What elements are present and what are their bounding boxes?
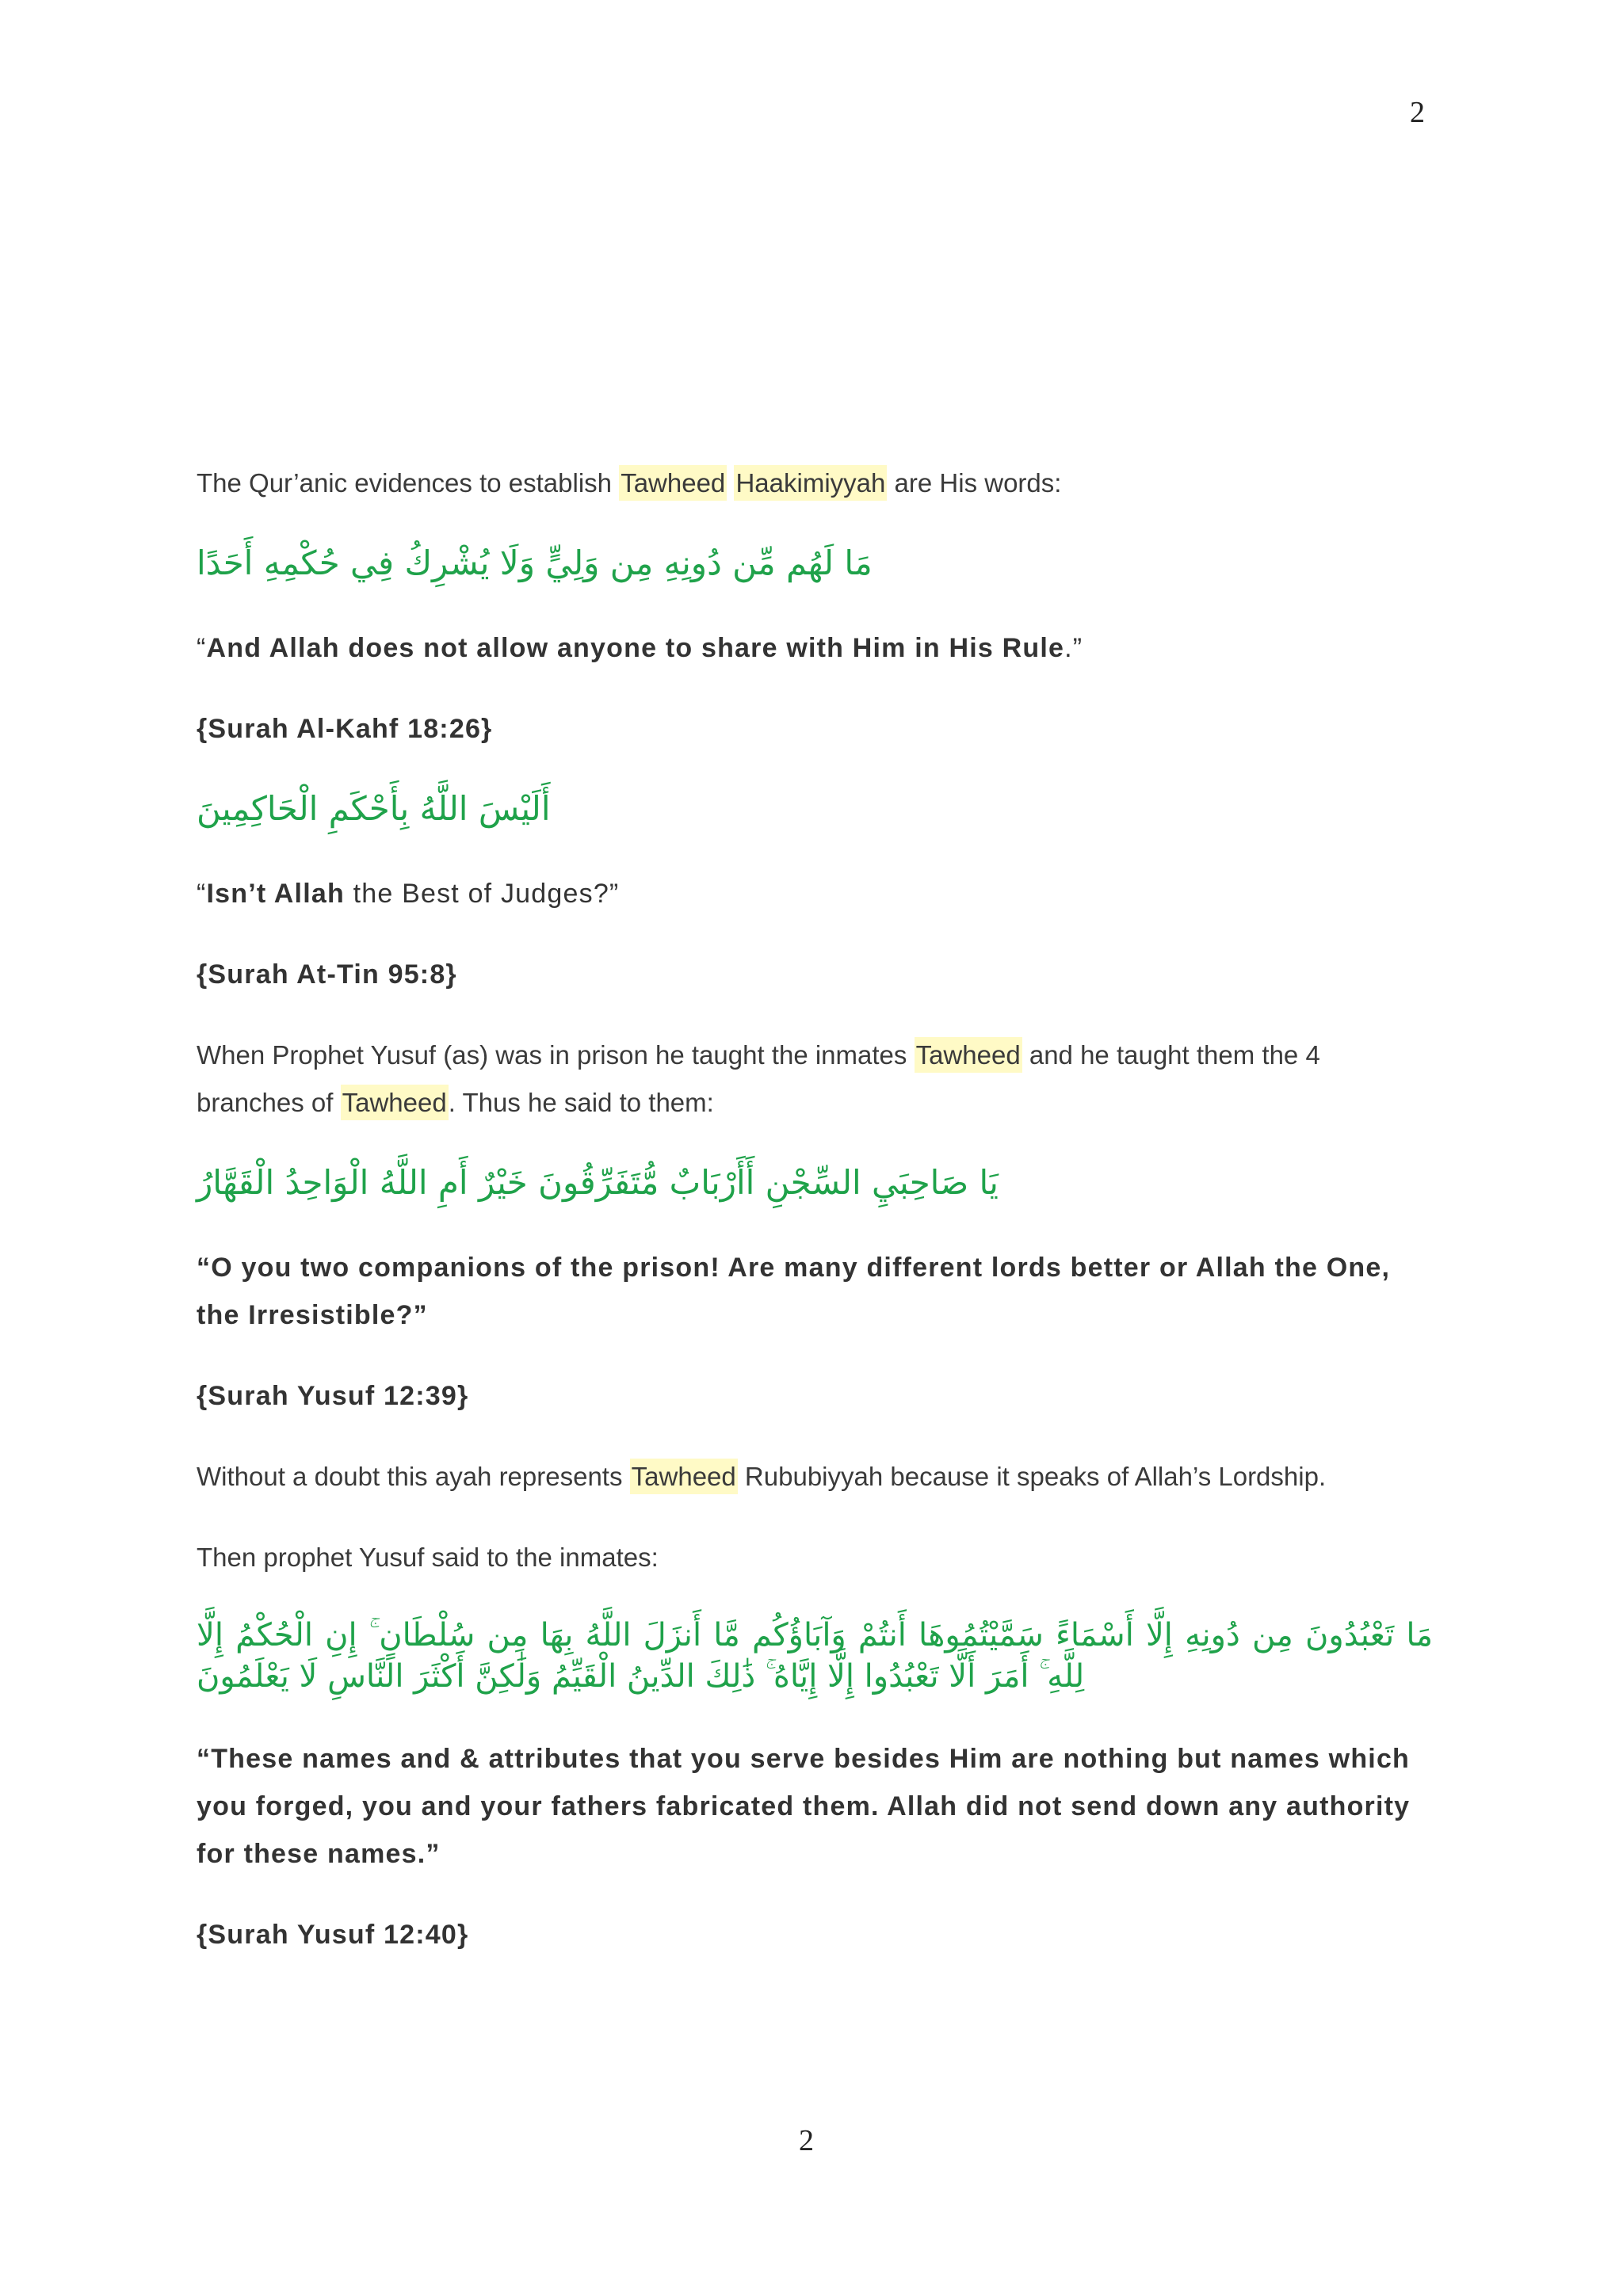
highlight-tawheed: Tawheed xyxy=(341,1085,449,1120)
highlight-tawheed: Tawheed xyxy=(619,465,727,501)
yusuf-intro-text-2: and he taught them the 4 branches of xyxy=(197,1040,1320,1117)
page-number-bottom: 2 xyxy=(799,2124,814,2157)
reference-kahf: {Surah Al-Kahf 18:26} xyxy=(197,714,493,744)
translation-yusuf-40: “These names and & attributes that you serve besides Him are nothing but names which you forged, you and your fathers fabricated them. Allah did not send down any authority for these names.” xyxy=(197,1744,1411,1869)
reference-yusuf-39: {Surah Yusuf 12:39} xyxy=(197,1381,469,1411)
translation-tin-bold: Isn’t Allah xyxy=(206,879,345,909)
arabic-verse-kahf: مَا لَهُم مِّن دُونِهِ مِن وَلِيٍّ وَلَا يُشْرِكُ فِي حُكْمِهِ أَحَدًا xyxy=(197,543,873,582)
yusuf-intro-text-1: When Prophet Yusuf (as) was in prison he taught the inmates xyxy=(197,1040,915,1070)
close-quote: .” xyxy=(1064,633,1083,663)
translation-tin-rest: the Best of Judges?” xyxy=(344,879,620,909)
translation-tin xyxy=(197,870,1433,917)
intro-text-before: The Qur’anic evidences to establish xyxy=(197,468,620,498)
reference-yusuf-40: {Surah Yusuf 12:40} xyxy=(197,1920,469,1950)
page-number-top: 2 xyxy=(1410,96,1425,129)
translation-kahf xyxy=(197,624,1433,672)
rububiyyah-text-after: Rububiyyah because it speaks of Allah’s Lordship. xyxy=(737,1462,1327,1491)
yusuf-intro-text-3: . Thus he said to them: xyxy=(448,1088,714,1117)
rububiyyah-paragraph xyxy=(197,1453,1433,1501)
translation-yusuf-39: “O you two companions of the prison! Are many different lords better or Allah the One, the Irresistible?” xyxy=(197,1253,1391,1330)
intro-text-after: are His words: xyxy=(887,468,1062,498)
open-quote: “ xyxy=(197,633,207,663)
translation-kahf-text: And Allah does not allow anyone to share with Him in His Rule xyxy=(206,633,1065,663)
highlight-tawheed: Tawheed xyxy=(630,1459,738,1494)
arabic-verse-yusuf-40: مَا تَعْبُدُونَ مِن دُونِهِ إِلَّا أَسْمَاءً سَمَّيْتُمُوهَا أَنتُمْ وَآبَاؤُكُم مَّا أَنزَلَ اللَّهُ بِهَا مِن سُلْطَانٍ ۚ إِنِ الْحُكْمُ إِلَّا لِلَّهِ ۚ أَمَرَ أَلَّا تَعْبُدُوا إِلَّا إِيَّاهُ ۚ ذَٰلِكَ الدِّينُ الْقَيِّمُ وَلَٰكِنَّ أَكْثَرَ النَّاسِ لَا يَعْلَمُونَ xyxy=(197,1617,1433,1695)
arabic-verse-yusuf-39: يَا صَاحِبَيِ السِّجْنِ أَأَرْبَابٌ مُّتَفَرِّقُونَ خَيْرٌ أَمِ اللَّهُ الْوَاحِدُ الْقَهَّارُ xyxy=(197,1163,999,1202)
highlight-haakimiyyah: Haakimiyyah xyxy=(734,465,887,501)
reference-tin: {Surah At-Tin 95:8} xyxy=(197,959,457,990)
page-content xyxy=(197,460,1433,1992)
yusuf-intro-paragraph xyxy=(197,1032,1433,1127)
highlight-tawheed: Tawheed xyxy=(915,1037,1022,1073)
intro-paragraph xyxy=(197,460,1433,507)
rububiyyah-text-before: Without a doubt this ayah represents xyxy=(197,1462,630,1491)
open-quote: “ xyxy=(197,879,207,909)
then-paragraph: Then prophet Yusuf said to the inmates: xyxy=(197,1543,659,1572)
arabic-verse-tin: أَلَيْسَ اللَّهُ بِأَحْكَمِ الْحَاكِمِينَ xyxy=(197,789,551,828)
